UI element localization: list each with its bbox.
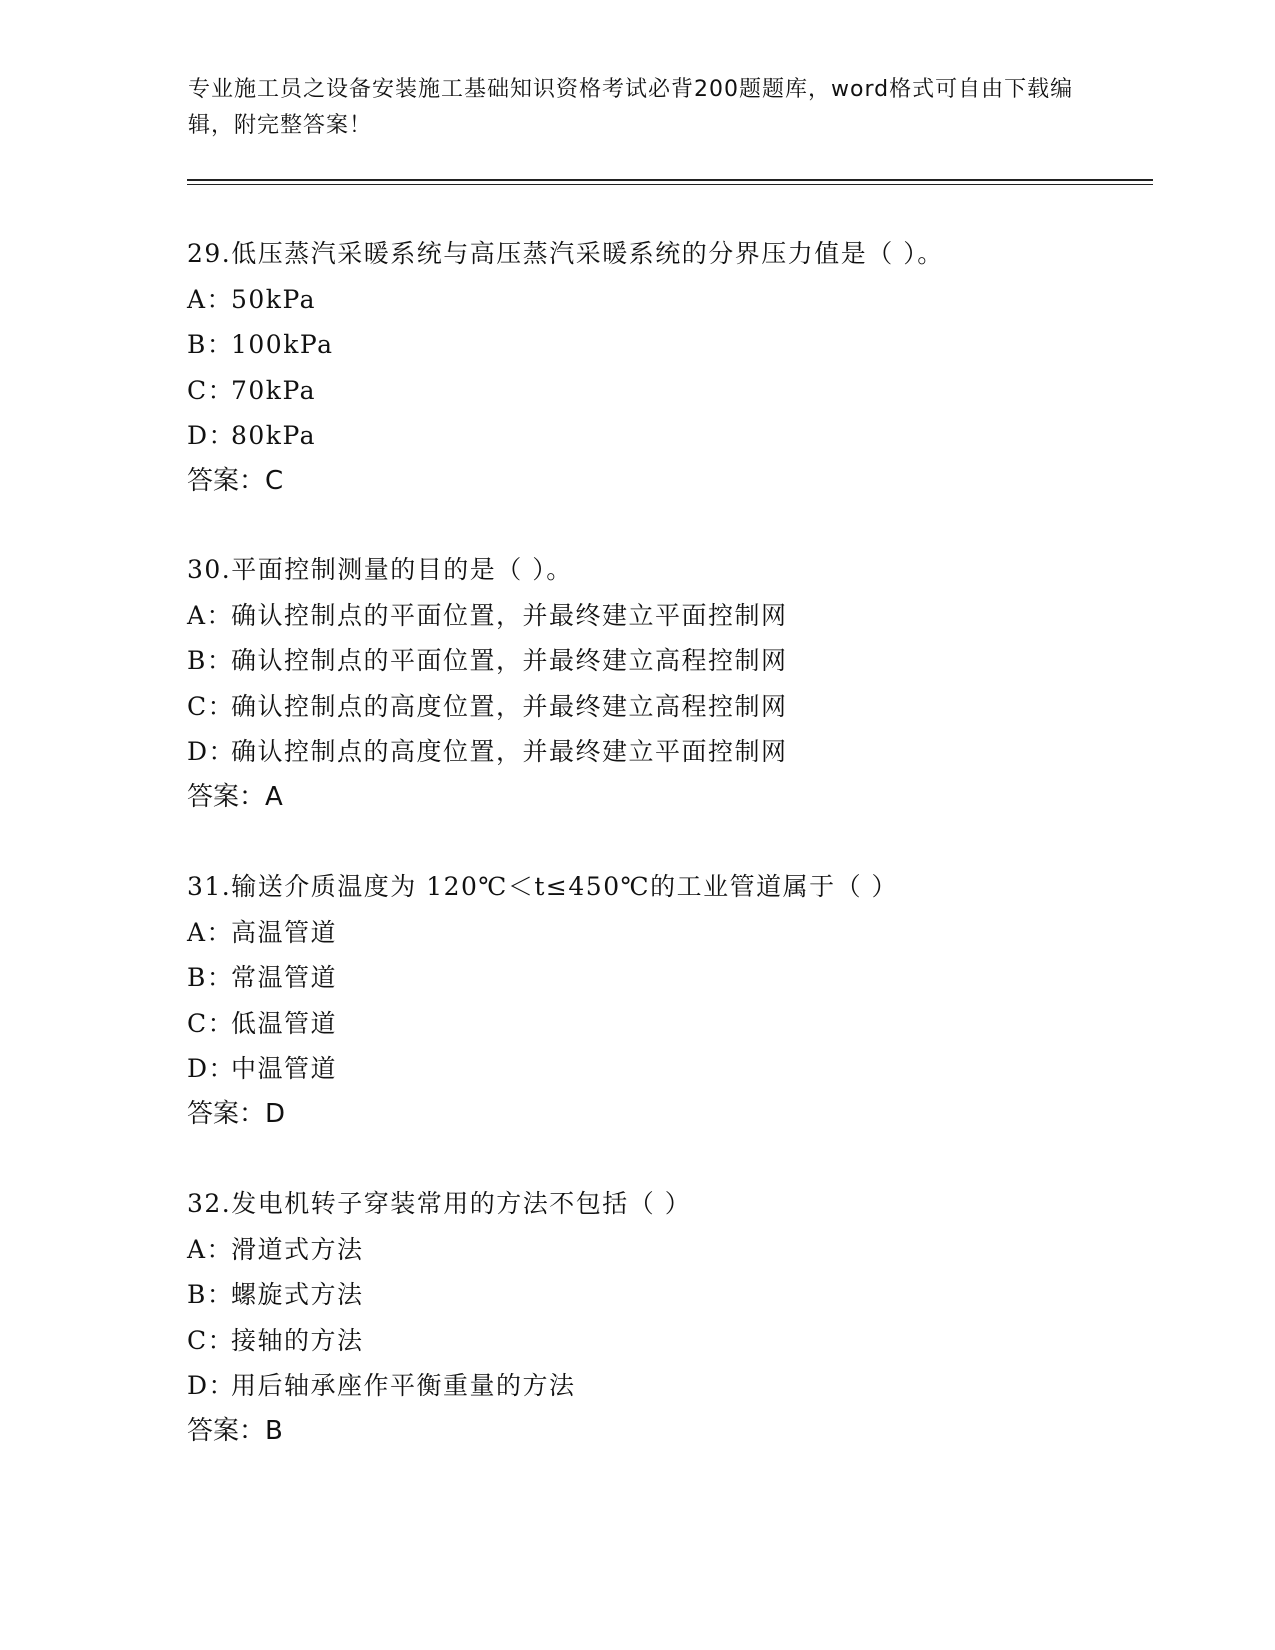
option-key: A： xyxy=(187,284,234,314)
option-text: 中温管道 xyxy=(231,1054,338,1083)
option-text: 螺旋式方法 xyxy=(231,1280,364,1309)
option-text: 确认控制点的高度位置，并最终建立平面控制网 xyxy=(231,737,788,766)
option-a xyxy=(187,277,1147,323)
option-key: B： xyxy=(187,1280,234,1309)
question-31 xyxy=(187,864,1147,1137)
option-key: B： xyxy=(187,646,234,675)
option-text: 50kPa xyxy=(231,284,317,314)
option-d xyxy=(187,1046,1147,1092)
option-text: 常温管道 xyxy=(231,963,338,992)
option-text: 80kPa xyxy=(231,421,317,450)
option-key: A： xyxy=(187,1234,234,1264)
option-key: D： xyxy=(187,737,236,766)
option-key: C： xyxy=(187,1008,235,1038)
option-text: 高温管道 xyxy=(231,917,338,947)
question-30 xyxy=(187,547,1147,820)
option-text: 接轴的方法 xyxy=(231,1325,364,1355)
option-b xyxy=(187,1272,1147,1318)
option-key: A： xyxy=(187,600,234,630)
option-b xyxy=(187,322,1147,368)
option-key: A： xyxy=(187,917,234,947)
question-stem: 30.平面控制测量的目的是（ ）。 xyxy=(187,555,573,584)
option-key: C： xyxy=(187,691,235,721)
option-key: C： xyxy=(187,1325,235,1355)
question-stem: 32.发电机转子穿装常用的方法不包括（ ） xyxy=(187,1189,692,1218)
answer-label: 答案：D xyxy=(187,1098,286,1129)
question-29 xyxy=(187,231,1147,504)
option-d xyxy=(187,1363,1147,1409)
option-d xyxy=(187,729,1147,775)
option-a xyxy=(187,1227,1147,1273)
option-c xyxy=(187,1001,1147,1047)
answer-label: 答案：B xyxy=(187,1415,283,1446)
option-d xyxy=(187,413,1147,459)
option-text: 70kPa xyxy=(231,375,317,405)
header-divider-thin xyxy=(187,184,1153,185)
option-text: 确认控制点的平面位置，并最终建立平面控制网 xyxy=(231,600,788,630)
document-header: 专业施工员之设备安装施工基础知识资格考试必背200题题库，word格式可自由下载编辑，附完整答案！ xyxy=(188,77,1074,138)
option-text: 低温管道 xyxy=(231,1008,338,1038)
option-key: B： xyxy=(187,330,234,359)
option-c xyxy=(187,368,1147,414)
option-text: 100kPa xyxy=(231,330,334,359)
question-32 xyxy=(187,1181,1147,1454)
answer-label: 答案：C xyxy=(187,465,284,496)
option-c xyxy=(187,684,1147,730)
option-key: D： xyxy=(187,1054,236,1083)
option-text: 确认控制点的平面位置，并最终建立高程控制网 xyxy=(231,646,788,675)
option-b xyxy=(187,638,1147,684)
option-key: B： xyxy=(187,963,234,992)
question-stem: 31.输送介质温度为 120℃＜t≤450℃的工业管道属于（ ） xyxy=(187,872,899,901)
option-a xyxy=(187,910,1147,956)
option-text: 确认控制点的高度位置，并最终建立高程控制网 xyxy=(231,691,788,721)
option-text: 滑道式方法 xyxy=(231,1234,364,1264)
header-divider-thick xyxy=(187,179,1153,181)
option-key: D： xyxy=(187,421,236,450)
option-b xyxy=(187,955,1147,1001)
answer-label: 答案：A xyxy=(187,781,283,812)
option-key: D： xyxy=(187,1371,236,1400)
option-text: 用后轴承座作平衡重量的方法 xyxy=(231,1371,576,1400)
option-key: C： xyxy=(187,375,235,405)
option-c xyxy=(187,1318,1147,1364)
option-a xyxy=(187,593,1147,639)
question-stem: 29.低压蒸汽采暖系统与高压蒸汽采暖系统的分界压力值是（ ）。 xyxy=(187,239,944,268)
